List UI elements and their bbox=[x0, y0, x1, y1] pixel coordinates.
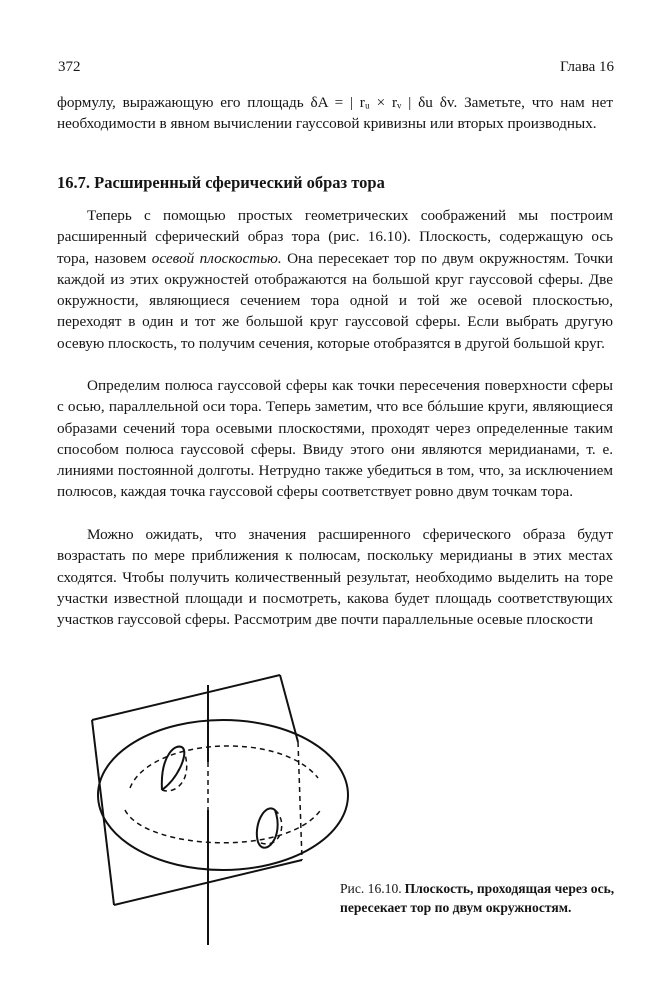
torus-inner-hidden-top bbox=[130, 746, 318, 788]
paragraph-poles: Определим полюса гауссовой сферы как точки пересечения поверхности сферы с осью, параллельной оси тора. Теперь заметим, что все бóльшие круги, являющиеся образами сечений тора осевыми плоскостями, проходят через определенные таким способом полюса гауссовой сферы. Ввиду этого они являются меридианами, т. е. линиями постоянной долготы. Нетрудно также убедиться в том, что, за исключением полюсов, каждая точка гауссовой сферы соответствует ровно двум точкам тора. bbox=[57, 377, 613, 501]
page-header bbox=[56, 56, 614, 78]
term-axial-plane: осевой плоскостью. bbox=[151, 249, 282, 267]
figure-caption bbox=[340, 880, 618, 917]
paragraph-torus-image bbox=[57, 205, 613, 354]
paragraph-text-start: Теперь с помощью простых геометрических соображений мы построим расширенный сферический образ тора (рис. 16.10). Плоскость, содержащую ось тора, назовем bbox=[57, 207, 613, 267]
caption-text: Плоскость, проходящая через ось, пересекает тор по двум окружностям. bbox=[340, 881, 615, 915]
paragraph-expectation: Можно ожидать, что значения расширенного сферического образа будут возрастать по мере приближения к полюсам, поскольку меридианы в этих местах сходятся. Чтобы получить количественный результат, необходимо выделить на торе участки известной площади и посмотреть, какова будет площадь соответствующих участков гауссовой сферы. Рассмотрим две почти параллельные осевые плоскости bbox=[57, 526, 613, 629]
caption-label: Рис. 16.10. bbox=[340, 881, 402, 896]
paragraph-intro: формулу, выражающую его площадь δA = | rᵤ × rᵥ | δu δv. Заметьте, что нам нет необходимости в явном вычислении гауссовой кривизны или вторых производных. bbox=[57, 94, 613, 133]
plane-left-edge bbox=[92, 720, 114, 905]
torus-inner-hidden-bottom bbox=[125, 808, 322, 843]
paragraph-text-end: Она пересекает тор по двум окружностям. Точки каждой из этих окружностей отображаются на большой круг гауссовой сферы. Две окружности, являющиеся сечением тора одной и той же осевой плоскостью, переходят в один и тот же большой круг гауссовой сферы. Если выбрать другую осевую плоскость, то получим сечения, которые отобразятся в другой большой круг. bbox=[57, 249, 614, 352]
running-head: Глава 16 bbox=[560, 59, 614, 75]
torus-figure bbox=[90, 660, 350, 950]
page-number: 372 bbox=[58, 59, 81, 75]
torus-outer-outline bbox=[98, 720, 348, 870]
plane-right-edge-hidden bbox=[298, 742, 302, 860]
section-circle-right bbox=[257, 808, 278, 847]
plane-top-edge bbox=[92, 675, 280, 720]
section-heading: 16.7. Расширенный сферический образ тора bbox=[57, 173, 385, 192]
